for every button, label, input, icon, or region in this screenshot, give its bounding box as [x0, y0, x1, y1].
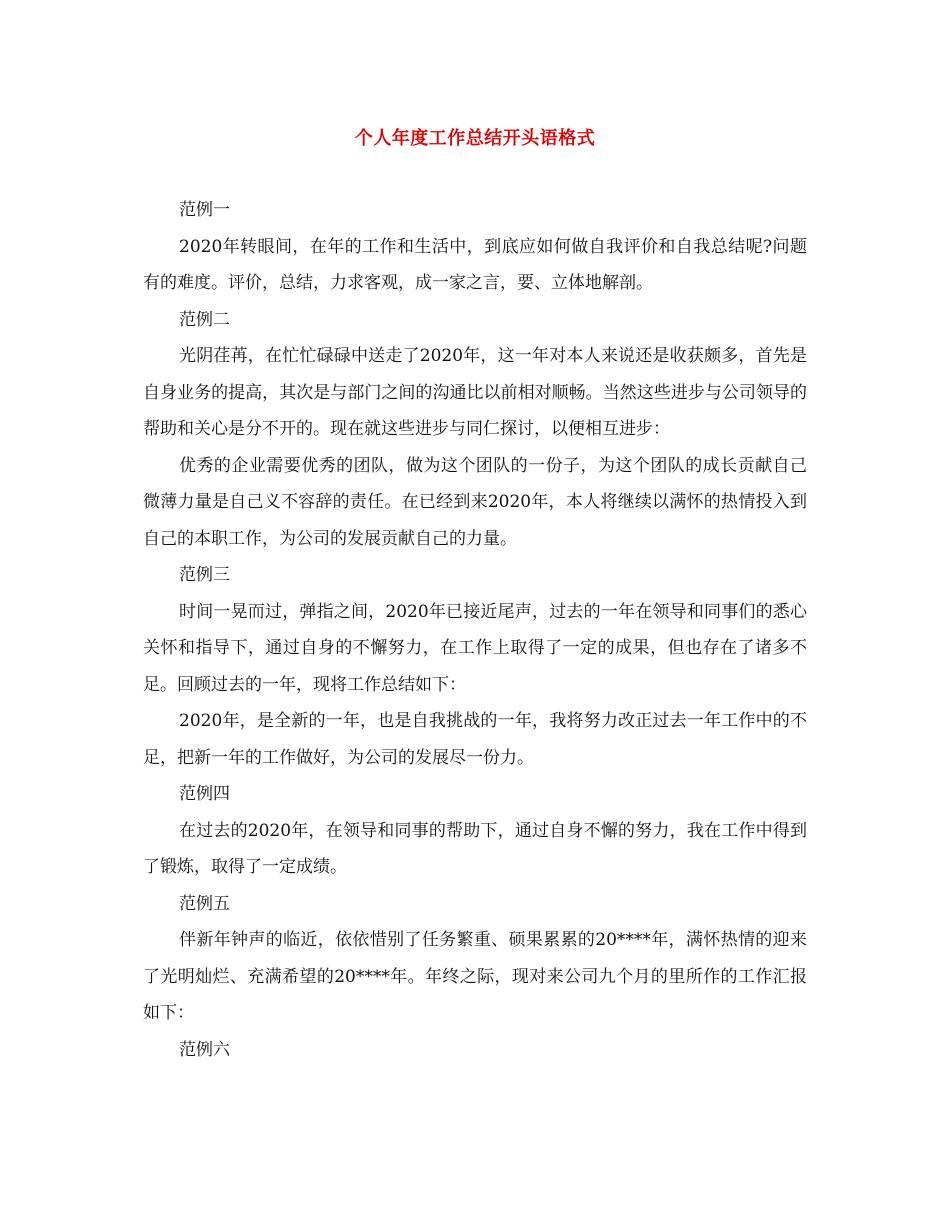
example-heading-5: 范例五	[179, 893, 230, 914]
paragraph: 时间一晃而过，弹指之间，2020年已接近尾声，过去的一年在领导和同事们的悉心关怀和指导下，通过自身的不懈努力，在工作上取得了一定的成果，但也存在了诸多不足。回顾过去的一年，现将工作总结如下：	[143, 601, 807, 695]
paragraph: 2020年转眼间，在年的工作和生活中，到底应如何做自我评价和自我总结呢?问题有的难度。评价，总结，力求客观，成一家之言，要、立体地解剖。	[143, 236, 807, 293]
document-body	[143, 192, 807, 1068]
example-heading-6: 范例六	[179, 1039, 230, 1060]
paragraph: 2020年，是全新的一年，也是自我挑战的一年，我将努力改正过去一年工作中的不足，把新一年的工作做好，为公司的发展尽一份力。	[143, 711, 807, 768]
example-heading-2: 范例二	[179, 309, 230, 330]
example-heading-1: 范例一	[179, 200, 230, 220]
example-heading-3: 范例三	[179, 565, 230, 585]
document-title: 个人年度工作总结开头语格式	[354, 128, 596, 149]
example-heading-4: 范例四	[179, 784, 230, 804]
paragraph: 优秀的企业需要优秀的团队，做为这个团队的一份子，为这个团队的成长贡献自己微薄力量是自己义不容辞的责任。在已经到来2020年，本人将继续以满怀的热情投入到自己的本职工作，为公司的发展贡献自己的力量。	[143, 455, 807, 549]
paragraph: 在过去的2020年，在领导和同事的帮助下，通过自身不懈的努力，我在工作中得到了锻炼，取得了一定成绩。	[143, 820, 807, 877]
paragraph: 伴新年钟声的临近，依依惜别了任务繁重、硕果累累的20****年，满怀热情的迎来了光明灿烂、充满希望的20****年。年终之际，现对来公司九个月的里所作的工作汇报如下：	[143, 930, 807, 1023]
paragraph: 光阴荏苒，在忙忙碌碌中送走了2020年，这一年对本人来说还是收获颇多，首先是自身业务的提高，其次是与部门之间的沟通比以前相对顺畅。当然这些进步与公司领导的帮助和关心是分不开的。现在就这些进步与同仁探讨，以便相互进步：	[143, 346, 807, 439]
